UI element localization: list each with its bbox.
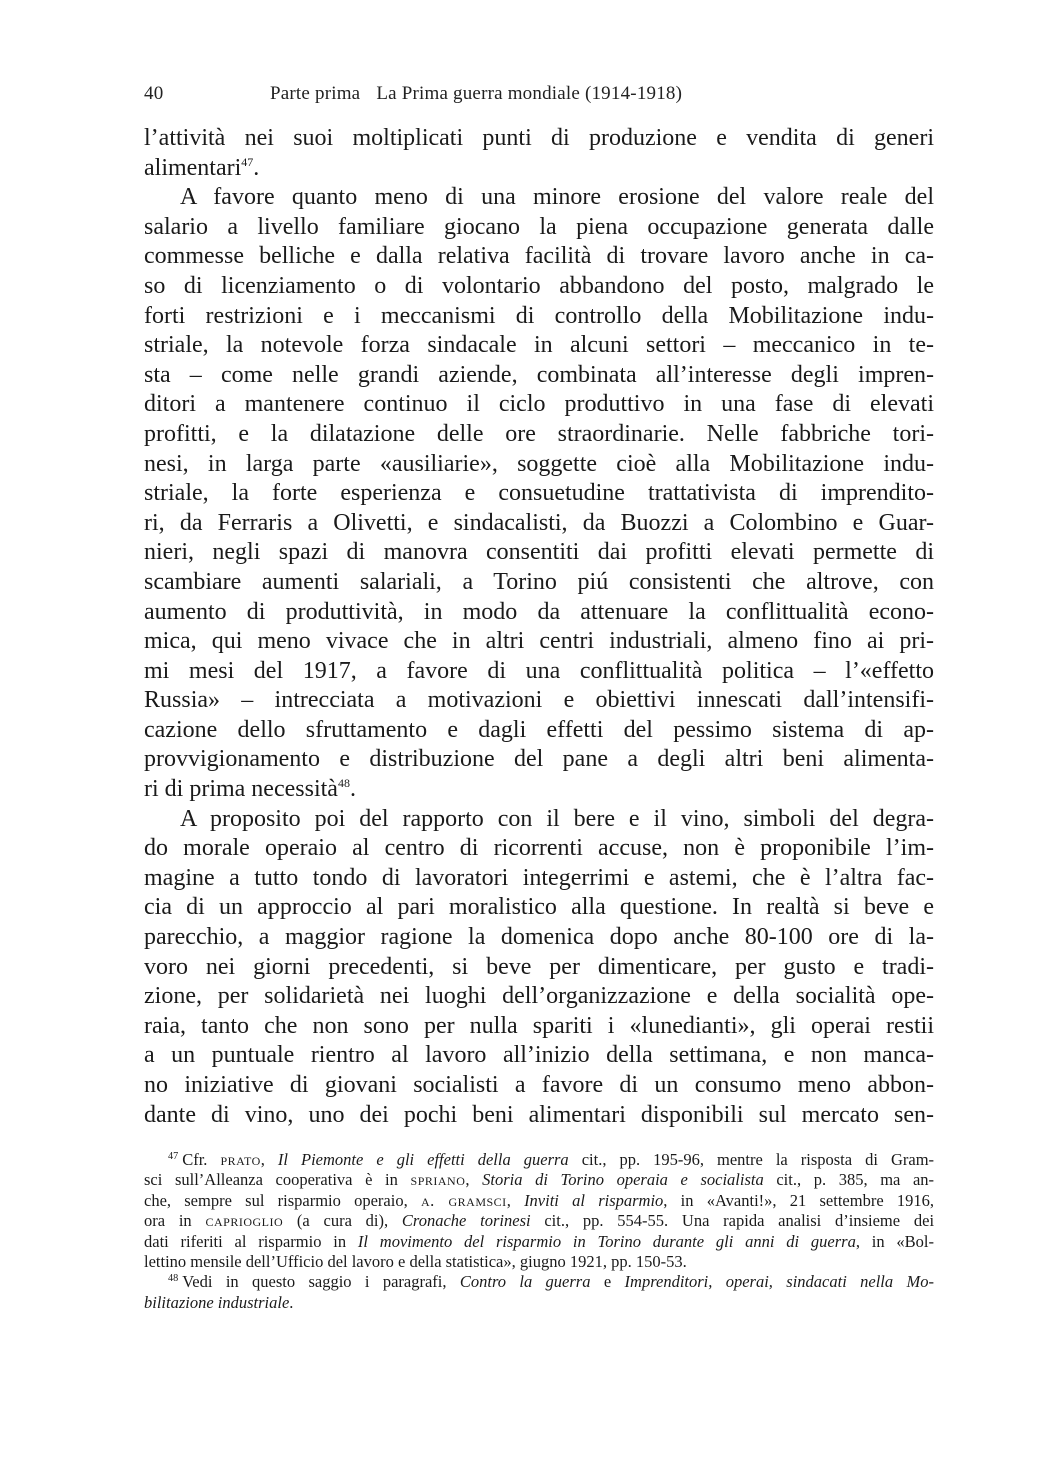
running-head (144, 82, 934, 106)
footnote-47-line: sci sull’Alleanza cooperativa è in spriano, Storia di Torino operaia e socialista cit., p. 385, ma an- (144, 1170, 934, 1190)
text-line: no iniziative di giovani socialisti a favore di un consumo meno abbon- (144, 1072, 934, 1098)
text-line: magine a tutto tondo di lavoratori integerrimi e astemi, che è l’altra fac- (144, 864, 934, 891)
text-line: ditori a mantenere continuo il ciclo produttivo in una fase di elevati (144, 391, 934, 418)
text-line: A favore quanto meno di una minore erosione del valore reale del (180, 184, 934, 211)
text-line: alimentari$^{47}$. (144, 154, 260, 181)
text-line: zione, per solidarietà nei luoghi dell’organizzazione e della socialità ope- (144, 983, 934, 1010)
text-line: mica, qui meno vivace che in altri centri industriali, almeno fino ai pri- (144, 628, 934, 655)
text-line: ri, da Ferraris a Olivetti, e sindacalisti, da Buozzi a Colombino e Guar- (144, 509, 934, 536)
text-line: nieri, negli spazi di manovra consentiti dai profitti elevati permette di (144, 539, 934, 566)
page-number: 40 (144, 83, 164, 104)
text-line: so di licenziamento o di volontario abbandono del posto, malgrado le (144, 272, 934, 299)
text-line: striale, la notevole forza sindacale in alcuni settori – meccanico in te- (144, 332, 934, 359)
footnote-47-line: ora in caprioglio (a cura di), Cronache torinesi cit., pp. 554-55. Una rapida analisi d’insieme dei (144, 1211, 934, 1231)
text-line: provvigionamento e distribuzione del pane a degli altri beni alimenta- (144, 746, 934, 773)
text-line: salario a livello familiare giocano la piena occupazione generata dalle (144, 213, 934, 240)
footnote-48-line: $^{48}$ Vedi in questo saggio i paragrafi, Contro la guerra e Imprenditori, operai, sindacati nella Mo- (168, 1272, 934, 1292)
text-line: raia, tanto che non sono per nulla spariti i «lunedianti», gli operai restii (144, 1012, 934, 1039)
text-line: mi mesi del 1917, a favore di una conflittualità politica – l’«effetto (144, 657, 934, 684)
footnote-number: 48 (168, 1273, 179, 1285)
text-line: ri di prima necessità$^{48}$. (144, 776, 356, 803)
footnote-number: 47 (168, 1150, 179, 1162)
text-line: forti restrizioni e i meccanismi di controllo della Mobilitazione indu- (144, 302, 934, 329)
text-line: commesse belliche e dalla relativa facilità di trovare lavoro anche in ca- (144, 243, 934, 270)
text-line: profitti, e la dilatazione delle ore straordinarie. Nelle fabbriche tori- (144, 420, 934, 447)
text-line: scambiare aumenti salariali, a Torino piú consistenti che altrove, con (144, 568, 934, 595)
footnote-48-line: bilitazione industriale. (144, 1292, 294, 1312)
footnote-ref-48[interactable]: 48 (337, 776, 350, 791)
text-line: a un puntuale rientro al lavoro all’inizio della settimana, e non manca- (144, 1042, 934, 1069)
footnote-47-line: $^{47}$ Cfr. prato, Il Piemonte e gli effetti della guerra cit., pp. 195-96, mentre la risposta di Gram- (168, 1150, 934, 1169)
text-line: sta – come nelle grandi aziende, combinata all’interesse degli impren- (144, 361, 934, 388)
chapter-title: La Prima guerra mondiale (1914-1918) (376, 83, 683, 104)
footnote-ref-47[interactable]: 47 (241, 154, 254, 169)
page-content (144, 82, 934, 1312)
footnote-47-line: che, sempre sul risparmio operaio, a. gramsci, Inviti al risparmio, in «Avanti!», 21 settembre 1916, (144, 1190, 934, 1210)
text-line: striale, la forte esperienza e consuetudine trattativista di imprendito- (144, 480, 934, 507)
text-line: cia di un approccio al pari moralistico alla questione. In realtà si beve e (144, 894, 934, 921)
part-title: Parte prima (270, 83, 361, 104)
footnotes (144, 1150, 934, 1313)
body-text (144, 124, 934, 1130)
text-line: dante di vino, uno dei pochi beni alimentari disponibili sul mercato sen- (144, 1101, 934, 1128)
footnote-47-line: dati riferiti al risparmio in Il movimento del risparmio in Torino durante gli anni di guerra, in «Bol- (144, 1231, 934, 1251)
text-line: cazione dello sfruttamento e dagli effetti del pessimo sistema di ap- (144, 716, 934, 743)
text-line: Russia» – intrecciata a motivazioni e obiettivi innescati dall’intensifi- (144, 687, 934, 714)
text-line: A proposito poi del rapporto con il bere e il vino, simboli del degra- (180, 805, 934, 832)
text-line: l’attività nei suoi moltiplicati punti di produzione e vendita di generi (144, 125, 934, 151)
text-line: parecchio, a maggior ragione la domenica dopo anche 80-100 ore di la- (144, 924, 934, 951)
text-line: voro nei giorni precedenti, si beve per dimenticare, per gusto e tradi- (144, 953, 934, 980)
text-line: nesi, in larga parte «ausiliarie», soggette cioè alla Mobilitazione indu- (144, 450, 934, 477)
text-line: do morale operaio al centro di ricorrenti accuse, non è proponibile l’im- (144, 835, 934, 862)
footnote-47-line: lettino mensile dell’Ufficio del lavoro e della statistica», giugno 1921, pp. 150-53. (144, 1251, 687, 1271)
text-line: aumento di produttività, in modo da attenuare la conflittualità econo- (144, 598, 934, 625)
